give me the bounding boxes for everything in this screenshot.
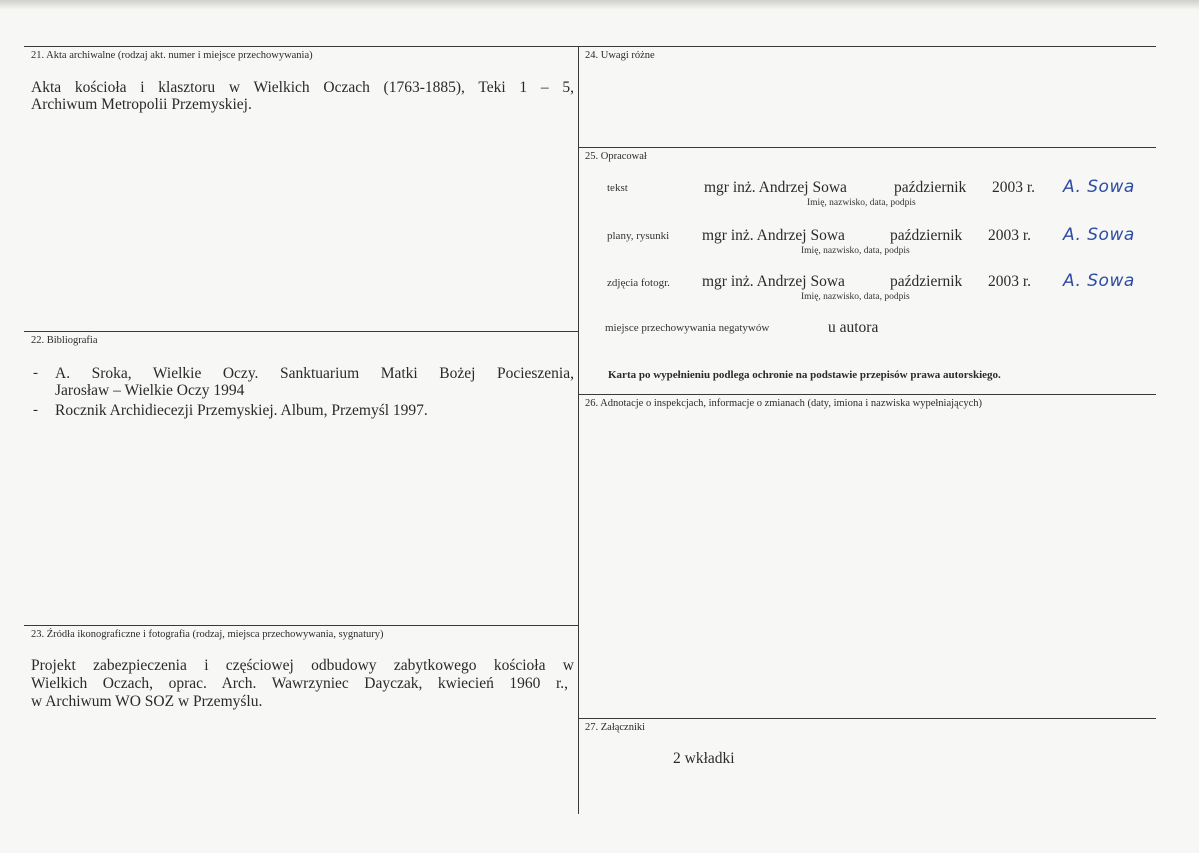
handwritten-signature: A. Sowa [1063, 225, 1135, 245]
handwritten-signature: A. Sowa [1063, 177, 1135, 197]
section-21-line-2: Archiwum Metropolii Przemyskiej. [31, 96, 252, 113]
rule-24-25 [579, 147, 1156, 148]
row-caption: Imię, nazwisko, data, podpis [801, 246, 910, 256]
author-year: 2003 r. [988, 227, 1032, 244]
section-24-label: 24. Uwagi różne [585, 50, 655, 61]
negatives-storage-label: miejsce przechowywania negatywów [605, 322, 770, 334]
scan-top-shadow [0, 0, 1199, 10]
author-month: październik [890, 227, 963, 244]
section-22-label: 22. Bibliografia [31, 335, 98, 346]
author-name: mgr inż. Andrzej Sowa [704, 179, 847, 196]
section-21-line-1: Akta kościoła i klasztoru w Wielkich Oczach (1763-1885), Teki 1 – 5, [31, 79, 574, 96]
bibliography-item-2: Rocznik Archidiecezji Przemyskiej. Album, Przemyśl 1997. [55, 402, 428, 419]
section-23-line-1: Projekt zabezpieczenia i częściowej odbudowy zabytkowego kościoła w [31, 657, 574, 674]
author-month: październik [890, 273, 963, 290]
row-type: zdjęcia fotogr. [607, 277, 670, 289]
section-23-label: 23. Źródła ikonograficzne i fotografia (rodzaj, miejsca przechowywania, sygnatury) [31, 629, 384, 640]
section-21-label: 21. Akta archiwalne (rodzaj akt. numer i miejsce przechowywania) [31, 50, 313, 61]
author-name: mgr inż. Andrzej Sowa [702, 227, 845, 244]
row-type: tekst [607, 182, 628, 194]
rule-22-23 [24, 625, 578, 626]
bibliography-item-1-line-2: Jarosław – Wielkie Oczy 1994 [55, 382, 245, 399]
rule-25-26 [579, 394, 1156, 395]
handwritten-signature: A. Sowa [1063, 271, 1135, 291]
center-divider [578, 46, 579, 814]
section-23-line-3: w Archiwum WO SOZ w Przemyślu. [31, 693, 263, 710]
author-name: mgr inż. Andrzej Sowa [702, 273, 845, 290]
rule-26-27 [579, 718, 1156, 719]
section-25-label: 25. Opracował [585, 151, 647, 162]
rule-21-22 [24, 331, 578, 332]
attachments-value: 2 wkładki [673, 750, 735, 767]
author-month: październik [894, 179, 967, 196]
bibliography-item-1-line-1: A. Sroka, Wielkie Oczy. Sanktuarium Matki Bożej Pocieszenia, [55, 365, 574, 382]
bibliography-dash-1: - [33, 365, 38, 381]
row-caption: Imię, nazwisko, data, podpis [807, 198, 916, 208]
row-type: plany, rysunki [607, 230, 670, 242]
section-23-line-2: Wielkich Oczach, oprac. Arch. Wawrzyniec Dayczak, kwiecień 1960 r., [31, 675, 568, 692]
top-rule [24, 46, 1156, 47]
author-year: 2003 r. [992, 179, 1036, 196]
negatives-storage-value: u autora [828, 319, 879, 336]
author-year: 2003 r. [988, 273, 1032, 290]
section-27-label: 27. Załączniki [585, 722, 646, 733]
copyright-note: Karta po wypełnieniu podlega ochronie na podstawie przepisów prawa autorskiego. [608, 369, 1001, 381]
bibliography-dash-2: - [33, 402, 38, 418]
row-caption: Imię, nazwisko, data, podpis [801, 292, 910, 302]
section-26-label: 26. Adnotacje o inspekcjach, informacje o zmianach (daty, imiona i nazwiska wypełniających) [585, 398, 983, 409]
